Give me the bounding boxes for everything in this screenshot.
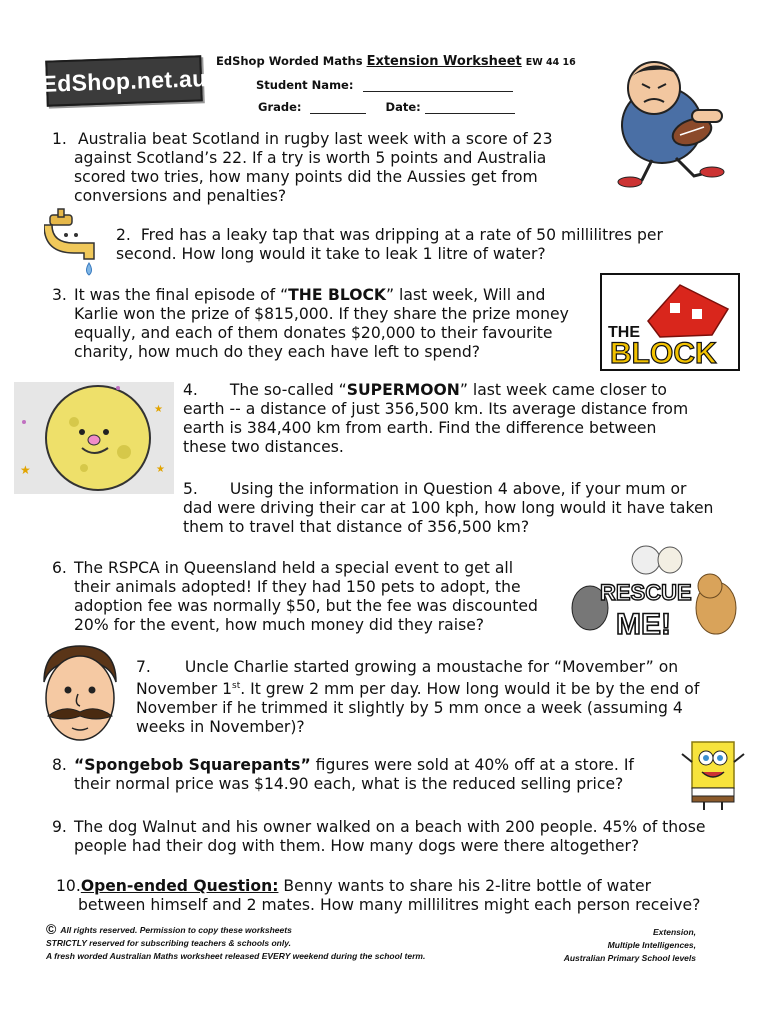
rugby-player-image: [592, 40, 742, 190]
question-line: Using the information in Question 4 above, if your mum or: [229, 480, 687, 498]
question-7: [136, 658, 699, 737]
question-line: ” last week came closer to: [459, 381, 667, 399]
question-line: their animals adopted! If they had 150 pets to adopt, the: [74, 578, 521, 596]
the-block-text-block: BLOCK: [610, 337, 717, 370]
question-line: them to travel that distance of 356,500 km?: [183, 518, 530, 536]
footer-line: STRICTLY reserved for subscribing teachers & schools only.: [46, 938, 291, 948]
footer-left: [46, 923, 425, 963]
supermoon-image: [14, 382, 174, 494]
question-line: 20% for the event, how much money did they raise?: [74, 616, 485, 634]
grade-label: Grade:: [258, 100, 302, 114]
question-line: their normal price was $14.90 each, what is the reduced selling price?: [74, 775, 624, 793]
question-line: Benny wants to share his 2-litre bottle of water: [278, 877, 652, 895]
question-line: between himself and 2 mates. How many millilitres might each person receive?: [78, 896, 701, 914]
question-line: weeks in November)?: [136, 718, 305, 737]
question-number: 6.: [52, 559, 67, 577]
title-main: Extension Worksheet: [366, 54, 522, 69]
question-number: 9.: [52, 818, 67, 836]
svg-text:★: ★: [20, 463, 31, 477]
question-line: The so-called “: [229, 381, 347, 399]
footer-right: [564, 926, 696, 965]
question-number: 3.: [52, 286, 67, 304]
question-line: scored two tries, how many points did the Aussies get from: [74, 168, 538, 186]
question-line: these two distances.: [183, 438, 344, 456]
open-ended-label: Open-ended Question:: [80, 877, 279, 895]
question-8: [52, 756, 634, 794]
student-name-row: [256, 78, 513, 92]
question-3: [52, 286, 569, 362]
question-number: 10.: [56, 877, 81, 895]
question-4: [183, 381, 688, 457]
question-5: [183, 480, 713, 537]
worksheet-title: [216, 54, 576, 69]
question-line: dad were driving their car at 100 kph, how long would it have taken: [183, 499, 714, 517]
worksheet-code: EW 44 16: [525, 57, 576, 68]
question-line: second. How long would it take to leak 1 litre of water?: [116, 245, 546, 263]
question-number: 5.: [183, 480, 198, 498]
question-line: . It grew 2 mm per day. How long would it be by the end of: [240, 680, 700, 699]
question-line: Fred has a leaky tap that was dripping at a rate of 50 millilitres per: [140, 226, 663, 244]
question-number: 4.: [183, 381, 198, 399]
question-line: figures were sold at 40% off at a store. If: [310, 756, 634, 774]
question-line: November if he trimmed it slightly by 5 mm once a week (assuming 4: [136, 699, 683, 718]
question-10: [56, 877, 700, 915]
question-line: Karlie won the prize of $815,000. If they share the prize money: [74, 305, 569, 323]
date-field[interactable]: [425, 101, 515, 114]
question-line: charity, how much do they each have left to spend?: [74, 343, 481, 361]
grade-field[interactable]: [310, 101, 366, 114]
student-name-field[interactable]: [363, 79, 513, 92]
moustache-man-image: [34, 642, 126, 748]
student-name-label: Student Name:: [256, 78, 354, 92]
footer-line: All rights reserved. Permission to copy these worksheets: [60, 925, 292, 935]
question-6: [52, 559, 538, 635]
footer-line: Multiple Intelligences,: [607, 940, 696, 950]
question-line: ” last week, Will and: [386, 286, 546, 304]
question-line: November 1: [136, 680, 232, 699]
rescue-text: RESCUE: [600, 580, 692, 605]
rescue-me-image: [560, 538, 742, 654]
date-label: Date:: [385, 100, 421, 114]
question-line: conversions and penalties?: [74, 187, 287, 205]
spongebob-image: [680, 738, 746, 814]
ordinal-suffix: st: [232, 681, 241, 691]
leaky-tap-image: [44, 207, 106, 279]
question-line: against Scotland’s 22. If a try is worth 5 points and Australia: [74, 149, 547, 167]
the-block-text-the: THE: [608, 324, 640, 341]
copyright-symbol: ©: [46, 921, 57, 937]
question-line: earth is 384,400 km from earth. Find the difference between: [183, 419, 657, 437]
footer-line: Extension,: [653, 927, 696, 937]
question-line: adoption fee was normally $50, but the fee was discounted: [74, 597, 538, 615]
title-prefix: EdShop Worded Maths: [216, 54, 363, 68]
svg-text:★: ★: [154, 404, 163, 415]
question-line: equally, and each of them donates $20,000 to their favourite: [74, 324, 553, 342]
question-number: 7.: [136, 658, 151, 676]
spongebob-keyword: “Spongebob Squarepants”: [74, 756, 311, 774]
question-line: Uncle Charlie started growing a moustache for “Movember” on: [184, 658, 679, 676]
show-name: THE BLOCK: [288, 286, 386, 304]
question-line: people had their dog with them. How many dogs were there altogether?: [74, 837, 640, 855]
question-line: It was the final episode of “: [74, 286, 289, 304]
supermoon-keyword: SUPERMOON: [346, 381, 460, 399]
footer-line: Australian Primary School levels: [563, 953, 696, 963]
question-line: Australia beat Scotland in rugby last week with a score of 23: [78, 130, 553, 148]
question-number: 8.: [52, 756, 67, 774]
question-1: [52, 130, 553, 206]
footer-line: A fresh worded Australian Maths worksheet released EVERY weekend during the school term.: [46, 951, 426, 961]
question-number: 2.: [116, 226, 131, 244]
me-text: ME!: [616, 608, 671, 641]
question-9: [52, 818, 705, 856]
svg-text:★: ★: [156, 464, 165, 475]
question-line: earth -- a distance of just 356,500 km. Its average distance from: [183, 400, 689, 418]
the-block-image: [600, 273, 740, 371]
edshop-logo: EdShop.net.au: [45, 55, 203, 106]
question-line: The RSPCA in Queensland held a special event to get all: [74, 559, 514, 577]
grade-date-row: [258, 100, 515, 114]
question-line: The dog Walnut and his owner walked on a beach with 200 people. 45% of those: [74, 818, 706, 836]
question-2: [116, 226, 663, 264]
question-number: 1.: [52, 130, 67, 148]
